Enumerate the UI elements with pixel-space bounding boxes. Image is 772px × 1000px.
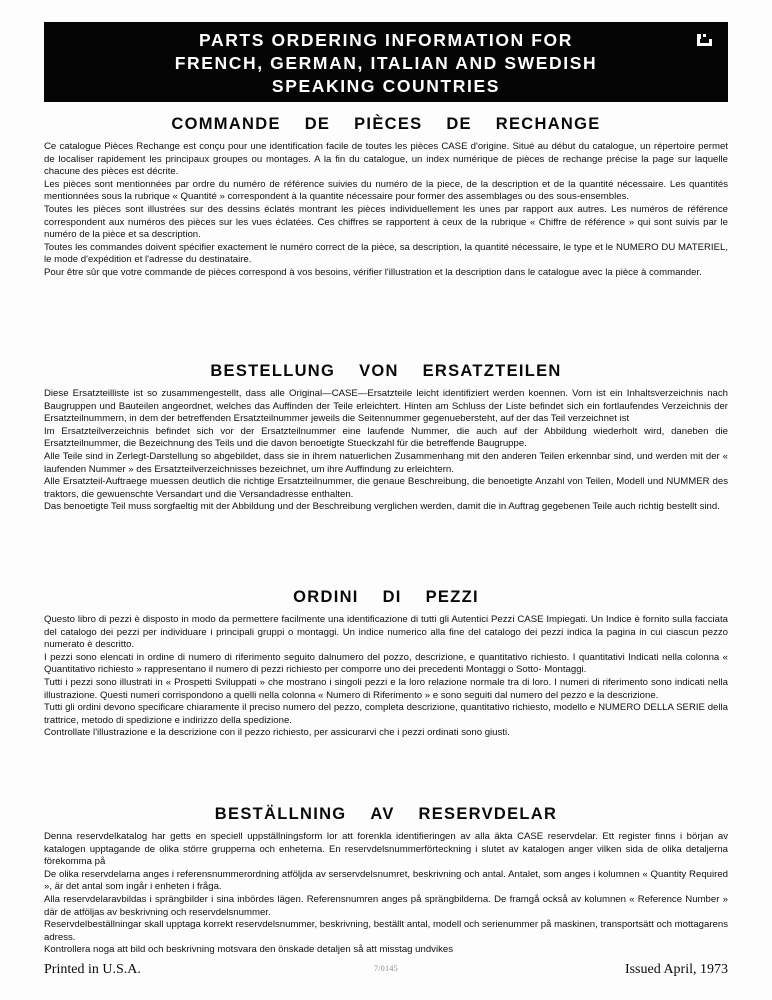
section-heading-german: BESTELLUNG VON ERSATZTEILEN [210, 362, 562, 380]
printed-in-label: Printed in U.S.A. [44, 962, 141, 977]
banner-title-line-3: SPEAKING COUNTRIES [271, 76, 501, 96]
form-code-label: 7/0145 [373, 964, 399, 973]
paragraph: Toutes les commandes doivent spécifier exactement le numéro correct de la pièce, sa description, la quantité nécessaire, le type et le NUMERO DU MATERIEL, le mode d'expédition et l'adresse du destinataire. [44, 241, 728, 266]
section-heading-french: COMMANDE DE PIÈCES DE RECHANGE [171, 115, 601, 133]
paragraph: Tutti gli ordini devono specificare chiaramente il preciso numero del pezzo, completa descrizione, quantitativo richiesto, modello e NUMERO DELLA SERIE della trattrice, metodo di spedizione e indirizzo della spedizione. [44, 702, 728, 726]
paragraph: Controllate l'illustrazione e la descrizione con il pezzo richiesto, per assicurarvi che i pezzi ordinati sono giusti. [44, 727, 510, 739]
paragraph: Alla reservdelaravbildas i sprängbilder i sina inbördes lägen. Referensnumren anges på sprängbilderna. De framgå också av kolumnen « Reference Number » där de atföljas av beskrivning och reservdelsnummer. [44, 893, 728, 918]
section-italian [44, 588, 728, 740]
banner-title-line-1: PARTS ORDERING INFORMATION FOR [198, 30, 573, 50]
section-heading-italian: ORDINI DI PEZZI [293, 588, 479, 606]
paragraph: Tutti i pezzi sono illustrati in « Prospetti Sviluppati » che mostrano i singoli pezzi e la loro relazione normale tra di loro. I numeri di riferimento sono indicati nella illustrazione. Questi numeri corrispondono a quelli nella colonna « Numero di Riferimento » e sono seguiti dal numero del pezzo e la descrizione. [44, 676, 728, 701]
paragraph: Denna reservdelkatalog har getts en speciell uppställningsform lor att forenkla identifieringen av alla äkta CASE reservdelar. Ett register finns i början av katalogen upptagande de olika större grupperna och enheterna. En reservdelsnummerförteckning i slutet av katalogen anger vilken sida de olika detaljerna förekomma på [44, 831, 728, 868]
paragraph: I pezzi sono elencati in ordine di numero di riferimento seguito dalnumero del pozzo, descrizione, e quantitativo richiesto. I quantitativi Indicati nella colonna « Quantitativo richiesto » rappresentano il numero di pezzi richiesto per comporre uno dei precedenti Montaggi o Sotto- Montaggi. [44, 651, 728, 676]
paragraph: Ce catalogue Pièces Rechange est conçu pour une identification facile de toutes les pièces CASE d'origine. Situé au début du catalogue, un répertoire permet de localiser rapidement les principaux groupes ou montages. A la fin du catalogue, un index numérique de pièces de rechange précise la page sur laquelle chacune des pièces est décrite. [44, 141, 728, 178]
section-swedish [44, 805, 728, 957]
paragraph: Pour être sûr que votre commande de pièces correspond à vos besoins, vérifier l'illustration et la description dans le catalogue avec la pièce à commander. [44, 266, 702, 278]
bracket-mark-icon [697, 34, 714, 47]
paragraph: Alle Ersatzteil-Auftraege muessen deutlich die richtige Ersatzteilnummer, die genaue Beschreibung, die benoetigte Anzahl von Teilen, Modell und NUMMER des traktors, die gewuenschte Versandart und die Versandadresse enthalten. [44, 476, 728, 500]
paragraph: Toutes les pièces sont illustrées sur des dessins éclatés montrant les pièces individuellement les unes par rapport aux autres. Les numéros de référence correspondent aux numéros des pièces sur les vues éclatées. Ces chiffres se rapportent à ceux de la rubrique « Chiffre de référence » qui sont suivis par le numéro de la pièce et sa description. [44, 203, 728, 241]
paragraph: Das benoetigte Teil muss sorgfaeltig mit der Abbildung und der Beschreibung verglichen werden, damit die in Auftrag gegebenen Teile auch richtig bestellt sind. [44, 501, 720, 513]
paragraph: Les pièces sont mentionnées par ordre du numéro de référence suivies du numéro de la piece, de la description et de la quantité nécessaire. Les quantités mentionnées sous la rubrique « Quantité » correspondent à la quantite nécessaire pour former des assemblages ou des sous-ensembles. [44, 178, 728, 203]
paragraph: De olika reservdelarna anges i referensnummerordning atföljda av serservdelsnumret, beskrivning och antal. Antalet, som anges i kolumnen « Quantity Required », är det antal som ingår i enheten i fråga. [44, 868, 728, 893]
paragraph: Im Ersatzteilverzeichnis befindet sich vor der Ersatzteilnummer eine laufende Nummer, die auch auf der Abbildung wiederholt wird, daneben die Ersatzteilnummer, die Bezeichnung des Teils und die davon benoetigte Stueckzahl für die betreffende Baugruppe. [44, 425, 728, 450]
paragraph: Alle Teile sind in Zerlegt-Darstellung so abgebildet, dass sie in ihrem natuerlichen Zusammenhang mit den anderen Teilen erkennbar sind, und werden mit der « laufenden Nummer » des Ersatzteilverzeichnisses bezeichnet, um ihre Auffindung zu erleichtern. [44, 450, 728, 475]
paragraph: Kontrollera noga att bild och beskrivning motsvara den önskade detaljen så att misstag undvikes [44, 944, 454, 956]
section-heading-swedish: BESTÄLLNING AV RESERVDELAR [214, 805, 558, 823]
paragraph: Diese Ersatzteilliste ist so zusammengestellt, dass alle Original—CASE—Ersatzteile leicht identifiziert werden koennen. Vorn ist ein Inhaltsverzeichnis nach Baugruppen und Bauteilen angeordnet, welches das Auffinden der Teile erleichtert. Hinten am Schluss der Liste befindet sich ein fortlaufendes Verzeichnis der Ersatzteilnummern, in dem der betreffenden Ersatzteilnummer jeweils die Seitennummer gegenuebersteht, auf der das Teil verzeichnet ist [44, 388, 728, 425]
section-french [44, 115, 728, 280]
issued-date-label: Issued April, 1973 [624, 962, 728, 977]
header-banner [44, 22, 728, 102]
paragraph: Reservdelbeställningar skall upptaga korrekt reservdelsnummer, beskrivning, beställt antal, modell och serienummer på maskinen, transportsätt och mottagarens adress. [44, 919, 728, 943]
banner-title-line-2: FRENCH, GERMAN, ITALIAN AND SWEDISH [174, 53, 598, 73]
paragraph: Questo libro di pezzi è disposto in modo da permettere facilmente una identificazione di tutti gli Autentici Pezzi CASE Impiegati. Un Indice è fornito sulla facciata del catalogo dei pezzi per individuare i principali gruppi o montaggi. Un indice numerico alla fine del catalogo dei pezzi indica la pagina in cui ciascun pezzo numerato è descritto. [44, 614, 728, 651]
page-footer [44, 962, 728, 984]
section-german [44, 362, 728, 514]
